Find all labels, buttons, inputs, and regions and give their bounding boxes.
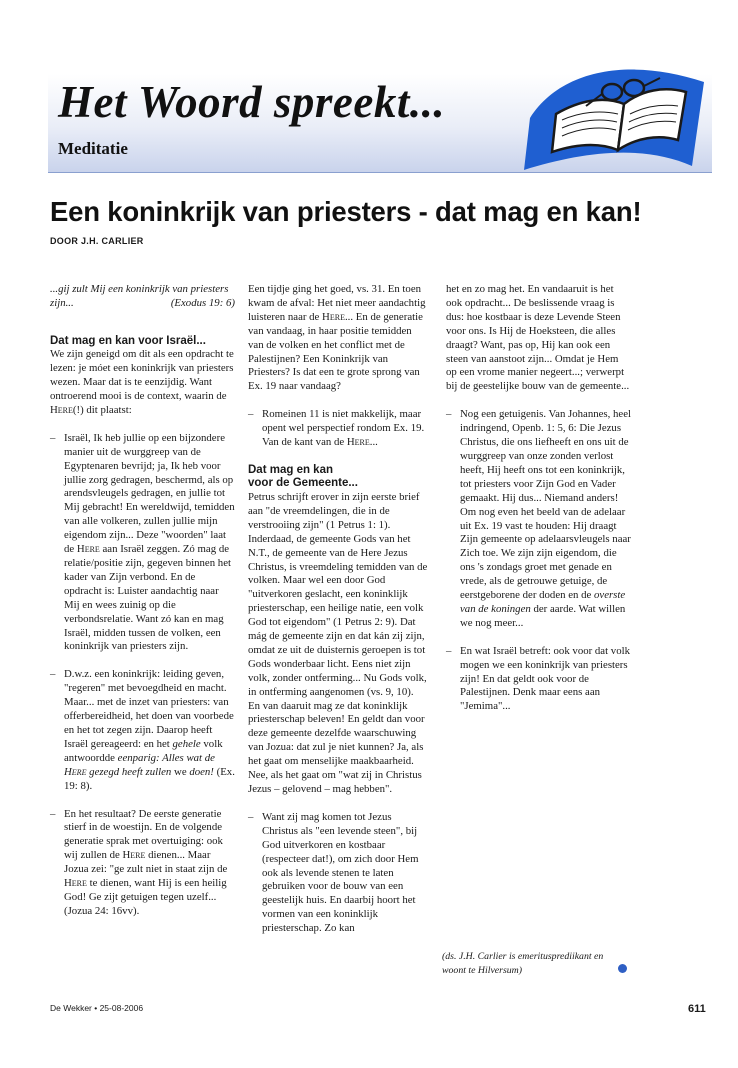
list-item: – Nog een getuigenis. Van Johannes, heel indringend, Openb. 1: 5, 6: Die Jezus Christus, die ons liefheeft en ons uit de wurggreep van onze zonden verlost heeft, Hij heeft ons tot een koninkrijk, tot priesters voor Zijn God en Vader gemaakt. Hij dus... Niemand anders! Om nog even het beeld van de adelaar uit Ex. 19 vast te houden: Hij draagt Zijn gemeente op adelaarsvleugels naar Zich toe. We zijn zijn eigendom, die ons 's zondags groet met genade en vrede, als de getrouwe getuige, de eerstgeborene der doden en de overste van de koningen der aarde. Wat willen we nog meer...	[446, 408, 632, 629]
list-item: – Want zij mag komen tot Jezus Christus als "een levende steen", bij God uitverkoren en kostbaar (respecteer dat!), om zich door Hem ook als levende stenen te laten gebruiken voor de bouw van een geestelijk huis. En daarbij hoort het vormen van een koninklijk priesterschap. Zo kan	[248, 810, 419, 935]
article-column-1	[50, 283, 235, 919]
motto-quote: ...gij zult Mij een koninkrijk van priesters zijn... (Exodus 19: 6)	[50, 283, 235, 309]
paragraph: Petrus schrijft erover in zijn eerste brief aan "de vreemdelingen, die in de verstrooiing zijn" (1 Petrus 1: 1). Inderdaad, de gemeente Gods van het N.T., de gemeente van de Here Jezus Christus, is vreemdeling temidden van de volken. Maar wel een door God "uitverkoren geslacht, een koninklijk priesterschap, een heilige natie, een volk God tot eigendom" (1 Petrus 2: 9). Dat mág de gemeente zijn en dat kán zij zijn, omdat ze uit de duisternis geroepen is tot Gods wonderbaar licht. Eens niet zijn volk, zonder ontferming... Nu Gods volk, in ontferming aangenomen (vs. 9, 10). En van daaruit mag ze dat koninklijk priesterschap beleven! En geldt dan voor deze gemeente dezelfde waarschuwing van Jozua: dat zul je niet kunnen? Ja, als het gaat om menselijke maakbaarheid. Nee, als het gaat om "wat zij in Christus Jezus – gelovend – mag hebben".	[248, 490, 428, 795]
open-bible-with-glasses-icon	[522, 48, 712, 178]
subheading-israel: Dat mag en kan voor Israël...	[50, 334, 206, 347]
section-title: Het Woord spreekt...	[58, 77, 446, 127]
list-item: – En wat Israël betreft: ook voor dat volk mogen we een koninkrijk van priesters zijn! En dat geldt ook voor de Palestijnen. Denk maar eens aan "Jemima"...	[446, 644, 630, 713]
list-item: – Romeinen 11 is niet makkelijk, maar opent wel perspectief rondom Ex. 19. Van de kant van de Here...	[248, 408, 425, 449]
publication-info: De Wekker • 25-08-2006	[50, 1003, 144, 1013]
motto-reference: (Exodus 19: 6)	[170, 296, 235, 309]
article-headline: Een koninkrijk van priesters - dat mag en kan!	[50, 196, 642, 227]
section-subtitle: Meditatie	[58, 139, 128, 158]
article-byline: DOOR J.H. CARLIER	[50, 236, 144, 246]
list-item: – Israël, Ik heb jullie op een bijzondere manier uit de wurggreep van de Egyptenaren bevrijd; ja, Ik heb voor jullie zorg gedragen, beschermd, als op arendsvleugels gedragen, en jullie tot Mij gebracht! En wereldwijd, temidden van alle volkeren, zullen jullie mijn eigendom zijn... Deze "woorden" laat de Here aan Israël zeggen. Zó mag de relatie/positie zijn, gegeven binnen het kader van Zijn verbond. En de opdracht is: Luister aandachtig naar Mij en wees zuinig op die verbondsrelatie. Want zó kan en mag Israël, midden tussen de volken, een koninkrijk van priesters zijn.	[50, 431, 235, 653]
subheading-gemeente: Dat mag en kan voor de Gemeente...	[248, 463, 358, 490]
author-note: (ds. J.H. Carlier is emeritusprediikant en woont te Hilversum)	[442, 951, 604, 976]
article-column-3	[446, 283, 631, 714]
list-item: – En het resultaat? De eerste generatie stierf in de woestijn. En de volgende generatie sprak met overtuiging: ook wij zullen de Here dienen... Maar Jozua zei: "ge zult niet in staat zijn de Here te dienen, want Hij is een heilig God! Ge zijt getuigen tegen uzelf... (Jozua 24: 16vv).	[50, 807, 228, 917]
end-mark-icon	[618, 964, 627, 973]
paragraph: We zijn geneigd om dit als een opdracht te lezen: je móet een koninkrijk van priesters wezen. Maar dat is te eenzijdig. Want ontroerend mooi is de context, waarin de Here(!) dit plaatst:	[50, 348, 234, 416]
page-number: 611	[688, 1003, 706, 1015]
paragraph: Een tijdje ging het goed, vs. 31. En toen kwam de afval: Het niet meer aandachtig luisteren naar de Here... En de generatie van vandaag, in haar positie temidden van de volken en het conflict met de Palestijnen? Een Koninkrijk van Priesters? Is dat een te grote sprong van Ex. 19 naar vandaag?	[248, 283, 426, 393]
list-item: – D.w.z. een koninkrijk: leiding geven, "regeren" met bevoegdheid en macht. Maar... met de inzet van priesters: van offerbereidheid, het doen van voorbede en het tot zegen zijn. Daarop heeft Israël gereageerd: en het gehele volk antwoordde eenparig: Alles wat de Here gezegd heeft zullen we doen! (Ex. 19: 8).	[50, 668, 235, 792]
paragraph: het en zo mag het. En vandaaruit is het ook opdracht... De beslissende vraag is dus: hoe kostbaar is deze Levende Steen voor ons. Is Hij de Hoeksteen, die alles draagt? Want, pas op, Hij kan ook een steen van aanstoot zijn... Omdat je Hem op een vrome manier negeert...; verwerpt bij de geestelijke bouw van de gemeente...	[446, 283, 630, 393]
article-column-2	[248, 283, 428, 936]
